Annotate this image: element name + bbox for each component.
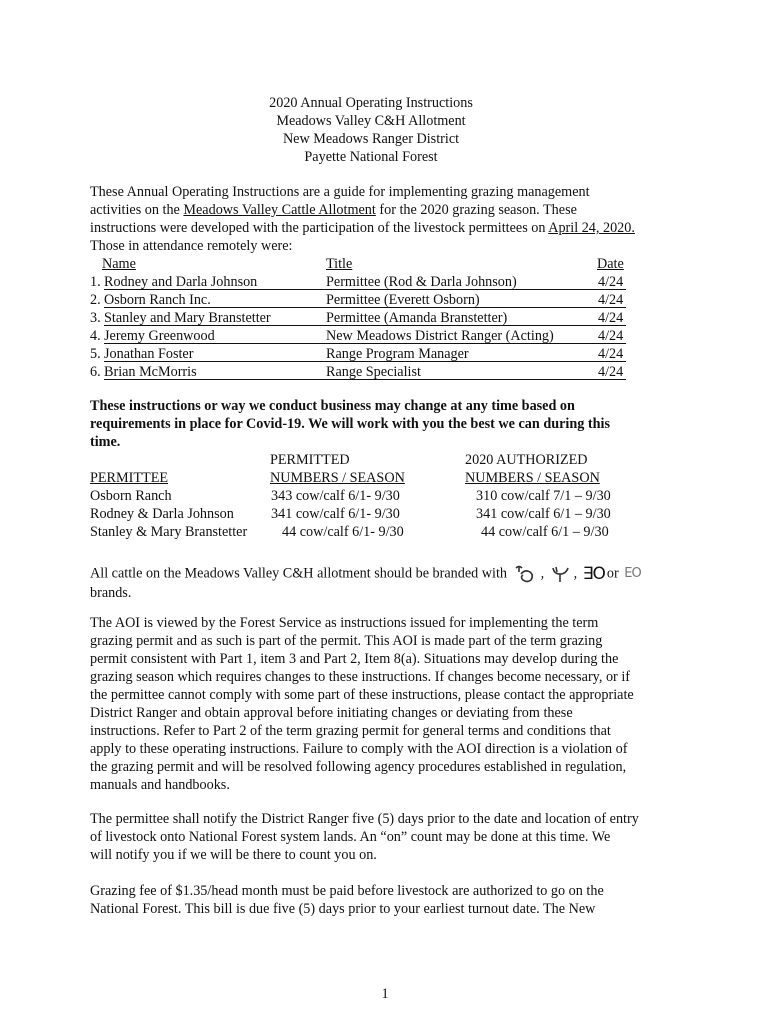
attendee-name: Jonathan Foster: [104, 345, 326, 362]
permittee-name: Osborn Ranch: [90, 488, 172, 504]
row-number: 1.: [90, 274, 101, 290]
intro-line-2: [90, 201, 680, 219]
permittee-name: Rodney & Darla Johnson: [90, 506, 234, 522]
allotment-name: Meadows Valley Cattle Allotment: [183, 202, 376, 218]
attendee-date: 4/24: [598, 292, 624, 308]
column-header-date: Date: [597, 256, 624, 272]
attendee-name: Osborn Ranch Inc.: [104, 291, 326, 308]
column-header-name: Name: [102, 256, 136, 272]
attendance-row: [90, 363, 630, 381]
attendance-row: [90, 273, 630, 291]
fee-line: Grazing fee of $1.35/head month must be paid before livestock are authorized to go on the: [90, 883, 604, 899]
attendee-title: Permittee (Everett Osborn): [326, 291, 626, 308]
attendee-date: 4/24: [598, 274, 624, 290]
attendee-date: 4/24: [598, 364, 624, 380]
attendee-title: Range Program Manager: [326, 345, 626, 362]
permitted-header-2: NUMBERS / SEASON: [270, 470, 405, 486]
notify-paragraph: [90, 810, 690, 864]
brand-icon-2: [550, 564, 572, 584]
attendee-title: New Meadows District Ranger (Acting): [326, 327, 626, 344]
brands-line-1: [90, 564, 690, 584]
attendance-row: [90, 309, 630, 327]
attendee-title: Permittee (Amanda Branstetter): [326, 309, 626, 326]
header-line-4: Payette National Forest: [304, 149, 438, 165]
permittee-name: Stanley & Mary Branstetter: [90, 524, 248, 540]
aoi-line: The AOI is viewed by the Forest Service as instructions issued for implementing the term: [90, 615, 599, 631]
intro-line-3: [90, 219, 680, 237]
page-number: 1: [381, 986, 389, 1002]
covid-line-3: time.: [90, 434, 121, 450]
covid-line-2: requirements in place for Covid-19. We will work with you the best we can during this: [90, 416, 610, 432]
brands-comma: ,: [573, 565, 578, 582]
attendance-header-row: [90, 255, 630, 273]
notify-line: will notify you if we will be there to count you on.: [90, 847, 377, 863]
header-line-3: New Meadows Ranger District: [282, 131, 460, 147]
authorized-header-1: 2020 AUTHORIZED: [465, 452, 588, 468]
aoi-paragraph: [90, 614, 690, 794]
brands-line-2: brands.: [90, 585, 132, 601]
intro-line-1: These Annual Operating Instructions are a guide for implementing grazing management: [90, 184, 590, 200]
fee-line: National Forest. This bill is due five (5) days prior to your earliest turnout date. The New: [90, 901, 596, 917]
permitted-header-1: PERMITTED: [270, 452, 350, 468]
notify-line: of livestock onto National Forest system lands. An “on” count may be done at this time. We: [90, 829, 611, 845]
brands-paragraph: [90, 564, 690, 602]
row-number: 3.: [90, 310, 101, 326]
authorized-value: 44 cow/calf 6/1 – 9/30: [481, 524, 609, 540]
brands-text: All cattle on the Meadows Valley C&H allotment should be branded with: [90, 565, 508, 582]
authorized-header-2: NUMBERS / SEASON: [465, 470, 600, 486]
meeting-date: April 24, 2020.: [548, 220, 635, 236]
attendance-row: [90, 291, 630, 309]
row-number: 5.: [90, 346, 101, 362]
aoi-line: District Ranger and obtain approval before initiating changes or deviating from these: [90, 705, 573, 721]
intro-text: activities on the: [90, 202, 184, 218]
attendee-date: 4/24: [598, 310, 624, 326]
brand-icon-3: ∃O: [582, 564, 605, 584]
aoi-line: manuals and handbooks.: [90, 777, 230, 793]
header-line-1: 2020 Annual Operating Instructions: [269, 95, 473, 111]
intro-line-4: Those in attendance remotely were:: [90, 238, 293, 254]
attendee-name: Brian McMorris: [104, 363, 326, 380]
covid-notice: [90, 397, 680, 451]
attendee-title: Permittee (Rod & Darla Johnson): [326, 273, 626, 290]
attendee-date: 4/24: [598, 328, 624, 344]
intro-text: instructions were developed with the participation of the livestock permittees on: [90, 220, 549, 236]
column-header-title: Title: [326, 256, 353, 272]
authorized-value: 310 cow/calf 7/1 – 9/30: [476, 488, 611, 504]
attendee-title: Range Specialist: [326, 363, 626, 380]
aoi-line: instructions. Refer to Part 2 of the term grazing permit for general terms and conditions that: [90, 723, 611, 739]
permitted-value: 341 cow/calf 6/1- 9/30: [271, 506, 400, 522]
attendee-name: Jeremy Greenwood: [104, 327, 326, 344]
aoi-line: grazing permit and as such is part of the permit. This AOI is made part of the term grazing: [90, 633, 603, 649]
attendee-name: Stanley and Mary Branstetter: [104, 309, 326, 326]
intro-paragraph: [90, 183, 680, 255]
row-number: 4.: [90, 328, 101, 344]
intro-text: for the 2020 grazing season. These: [375, 202, 577, 218]
brands-or: or: [606, 565, 619, 582]
aoi-line: grazing season which requires changes to these instructions. If changes become necessary, or if: [90, 669, 630, 685]
permitted-value: 343 cow/calf 6/1- 9/30: [271, 488, 400, 504]
document-header: [0, 94, 742, 166]
permitted-value: 44 cow/calf 6/1- 9/30: [282, 524, 404, 540]
row-number: 2.: [90, 292, 101, 308]
attendance-row: [90, 345, 630, 363]
header-line-2: Meadows Valley C&H Allotment: [276, 113, 466, 129]
row-number: 6.: [90, 364, 101, 380]
aoi-line: the permittee cannot comply with some part of these instructions, please contact the appropriate: [90, 687, 634, 703]
aoi-line: apply to these operating instructions. Failure to comply with the AOI direction is a violation of: [90, 741, 628, 757]
authorized-value: 341 cow/calf 6/1 – 9/30: [476, 506, 611, 522]
fee-paragraph: [90, 882, 690, 918]
brands-comma: ,: [540, 565, 545, 582]
covid-line-1: These instructions or way we conduct business may change at any time based on: [90, 398, 575, 414]
notify-line: The permittee shall notify the District Ranger five (5) days prior to the date and location of entry: [90, 811, 639, 827]
permittee-header: PERMITTEE: [90, 470, 169, 486]
brand-icon-1: [513, 564, 539, 584]
aoi-line: permit consistent with Part 1, item 3 and Part 2, Item 8(a). Situations may develop during the: [90, 651, 619, 667]
aoi-line: the grazing permit and will be resolved following agency procedures established in regulation,: [90, 759, 627, 775]
attendance-row: [90, 327, 630, 345]
attendee-name: Rodney and Darla Johnson: [104, 273, 326, 290]
attendee-date: 4/24: [598, 346, 624, 362]
brand-icon-4: EO: [624, 566, 641, 581]
